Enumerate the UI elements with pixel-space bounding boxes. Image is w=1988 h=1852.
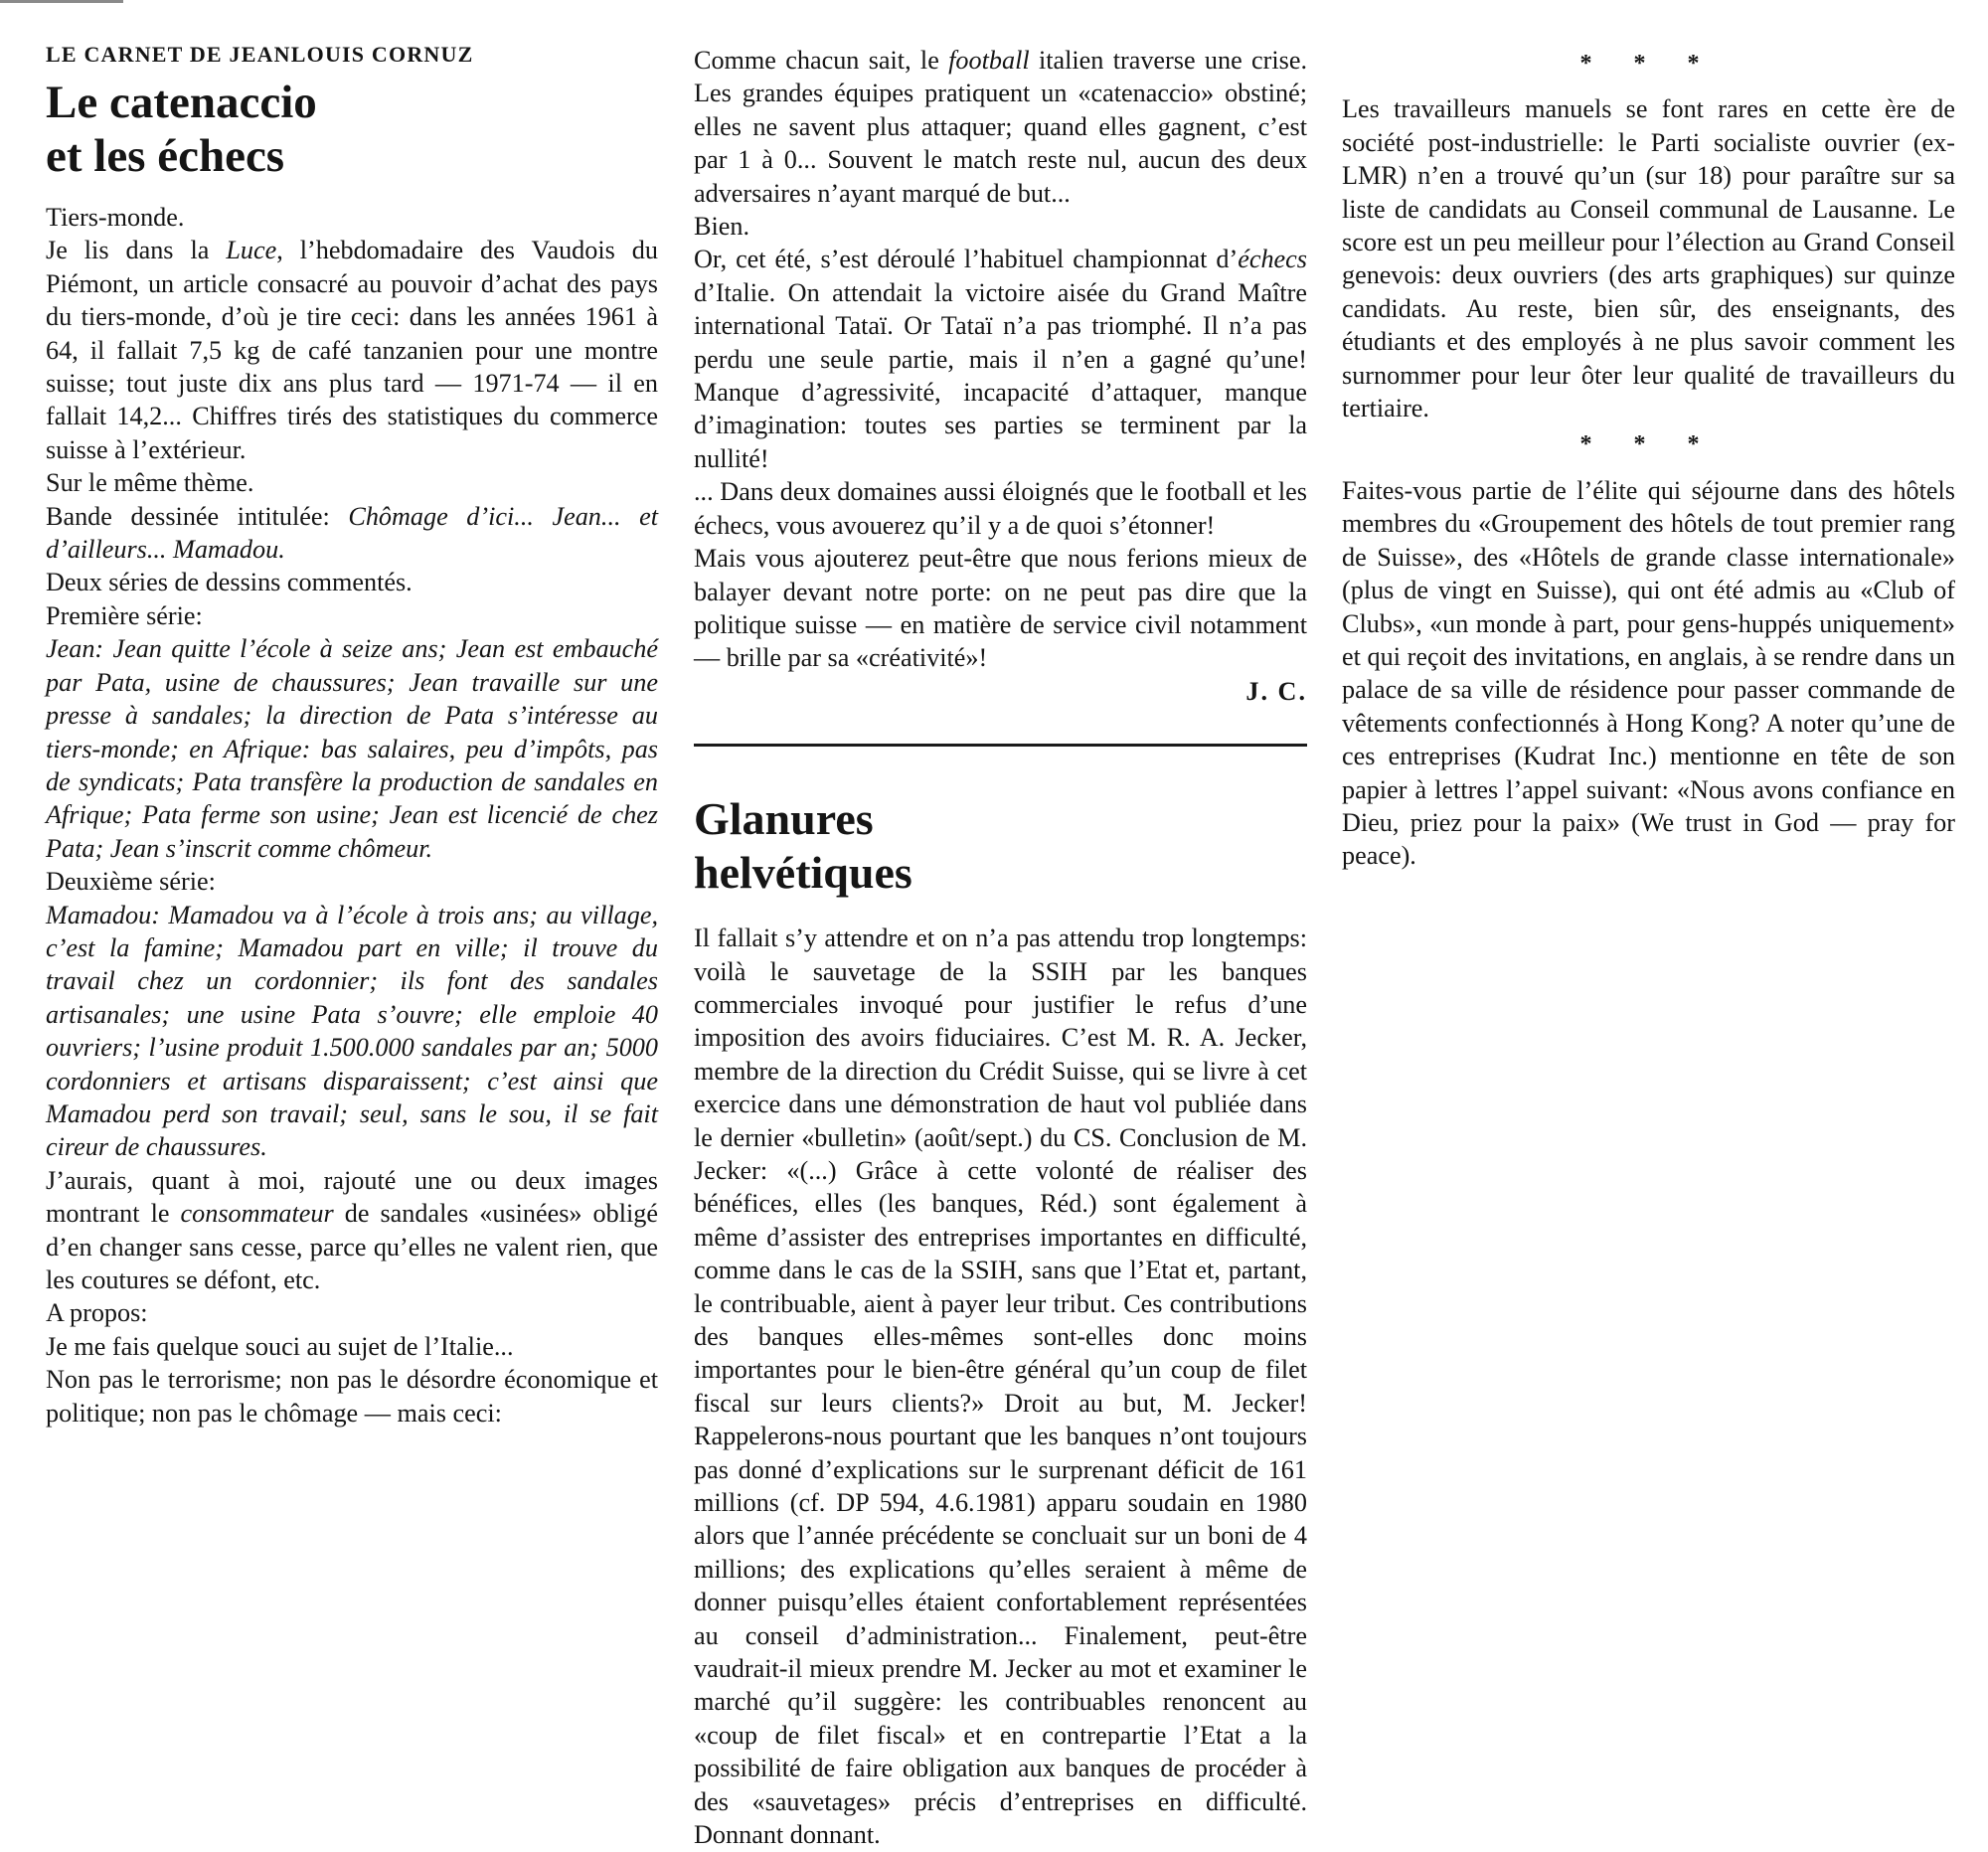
article-title-line-1: Le catenaccio	[46, 77, 317, 128]
paragraph: A propos:	[46, 1298, 148, 1328]
section-title-line-1: Glanures	[694, 793, 874, 845]
author-signature: J. C.	[1245, 676, 1307, 706]
column-kicker: LE CARNET DE JEANLOUIS CORNUZ	[46, 42, 474, 67]
paragraph: Comme chacun sait, le football italien traverse une crise. Les grandes équipes pratiquent un «catenaccio» obstiné; elles ne savent plus attaquer; quand elles gagnent, c’est par 1 à 0... Souvent le match reste nul, aucun des deux adversaires n’ayant marqué de but...	[694, 46, 1308, 208]
section-title-line-2: helvétiques	[694, 847, 912, 899]
paragraph-italic: Mamadou: Mamadou va à l’école à trois ans; au village, c’est la famine; Mamadou part en ville; il trouve du travail chez un cordonnier; ils font des sandales artisanales; une usine Pata s’ouvre; elle emploie 40 ouvriers; l’usine produit 1.500.000 sandales par an; 5000 cordonniers et artisans disparaissent; c’est ainsi que Mamadou perd son travail; seul, sans le sou, il se fait cireur de chaussures.	[46, 900, 658, 1162]
paragraph: Deux séries de dessins commentés.	[46, 568, 413, 597]
paragraph: Deuxième série:	[46, 867, 216, 897]
column-2	[694, 44, 1307, 1852]
paragraph: Il fallait s’y attendre et on n’a pas attendu trop longtemps: voilà le sauvetage de la SSIH par les banques commerciales invoqué pour justifier le refus d’une imposition des avoirs fiduciaires. C’est M. R. A. Jecker, membre de la direction du Crédit Suisse, qui se livre à cet exercice dans une démonstration de haut vol publiée dans le dernier «bulletin» (août/sept.) du CS. Conclusion de M. Jecker: «(...) Grâce à cette volonté de réaliser des bénéfices, elles (les banques, Réd.) sont également à même d’assister des entreprises importantes en difficulté, comme dans le cas de la SSIH, sans que l’Etat et, partant, le contribuable, aient à payer leur tribut. Ces contributions des banques elles-mêmes sont-elles donc moins importantes pour le bien-être général qu’un coup de filet fiscal sur leurs clients?» Droit au but, M. Jecker! Rappelerons-nous pourtant que les banques n’ont toujours pas donné d’explications sur le surprenant déficit de 161 millions (cf. DP 594, 4.6.1981) apparu soudain en 1980 alors que l’année précédente se concluait sur un boni de 4 millions; des explications qu’elles seraient à même de donner puisqu’elles étaient confortablement représentées au conseil d’administration... Finalement, peut-être vaudrait-il mieux prendre M. Jecker au mot et examiner le marché qu’il suggère: les contribuables renoncent au «coup de filet fiscal» et en contrepartie l’Etat a la possibilité de faire obligation aux banques de procéder à des «sauvetages» précis d’entreprises en difficulté. Donnant donnant.	[694, 924, 1307, 1850]
paragraph: Je lis dans la Luce, l’hebdomadaire des Vaudois du Piémont, un article consacré au pouvoir d’achat des pays du tiers-monde, d’où je tire ceci: dans les années 1961 à 64, il fallait 7,5 kg de café tanzanien pour une montre suisse; tout juste dix ans plus tard — 1971-74 — il en fallait 14,2... Chiffres tirés des statistiques du commerce suisse à l’extérieur.	[46, 236, 658, 464]
column-1	[46, 40, 658, 1430]
paragraph: Mais vous ajouterez peut-être que nous ferions mieux de balayer devant notre porte: on ne peut pas dire que la politique suisse — en matière de service civil notamment — brille par sa «créativité»!	[694, 544, 1307, 673]
top-edge-line	[0, 0, 123, 3]
paragraph: Les travailleurs manuels se font rares en cette ère de société post-industrielle: le Parti socialiste ouvrier (ex-LMR) n’en a trouvé qu’un (sur 18) pour paraître sur sa liste de candidats au Conseil communal de Lausanne. Le score est un peu meilleur pour l’élection au Grand Conseil genevois: deux ouvriers (des arts graphiques) sur quinze candidats. Au reste, bien sûr, des enseignants, des étudiants et des employés à ne plus savoir comment les surnommer pour leur ôter leur qualité de travailleurs du tertiaire.	[1342, 94, 1955, 423]
paragraph: Première série:	[46, 600, 203, 630]
paragraph-italic: Jean: Jean quitte l’école à seize ans; Jean est embauché par Pata, usine de chaussures; Jean travaille sur une presse à sandales; la direction de Pata s’intéresse au tiers-monde; en Afrique: bas salaires, peu d’impôts, pas de syndicats; Pata transfère la production de sandales en Afrique; Pata ferme son usine; Jean est licencié de chez Pata; Jean s’inscrit comme chômeur.	[46, 634, 658, 863]
paragraph: Faites-vous partie de l’élite qui séjourne dans des hôtels membres du «Groupement des hôtels de tout premier rang de Suisse», des «Hôtels de grande classe internationale» (plus de vingt en Suisse), qui ont été admis au «Club of Clubs», «un monde à part, pour gens-huppés uniquement» et qui reçoit des invitations, en anglais, à se rendre dans un palace de sa ville de résidence pour passer commande de vêtements confectionnés à Hong Kong? A noter qu’une de ces entreprises (Kudrat Inc.) mentionne en tête de son papier à lettres l’appel suivant: «Nous avons confiance en Dieu, priez pour la paix» (We trust in God — pray for peace).	[1342, 475, 1955, 871]
section-divider	[694, 744, 1307, 747]
separator-stars: * * *	[1579, 51, 1718, 77]
paragraph: Bien.	[694, 212, 750, 242]
paragraph: Non pas le terrorisme; non pas le désordre économique et politique; non pas le chômage — mais ceci:	[46, 1365, 658, 1428]
section-title	[694, 792, 1307, 900]
paragraph: ... Dans deux domaines aussi éloignés que le football et les échecs, vous avouerez qu’il y a de quoi s’étonner!	[694, 477, 1307, 540]
column-3	[1342, 44, 1955, 873]
separator-stars: * * *	[1579, 431, 1718, 458]
paragraph: Sur le même thème.	[46, 468, 254, 498]
article-title-line-2: et les échecs	[46, 130, 285, 182]
article-title	[46, 76, 658, 183]
paragraph: Tiers-monde.	[46, 203, 185, 232]
paragraph: Je me fais quelque souci au sujet de l’Italie...	[46, 1331, 514, 1361]
paragraph: Bande dessinée intitulée: Chômage d’ici... Jean... et d’ailleurs... Mamadou.	[46, 501, 658, 565]
paragraph: J’aurais, quant à moi, rajouté une ou deux images montrant le consommateur de sandales «usinées» obligé d’en changer sans cesse, parce qu’elles ne valent rien, que les coutures se défont, etc.	[46, 1165, 659, 1294]
paragraph: Or, cet été, s’est déroulé l’habituel championnat d’échecs d’Italie. On attendait la victoire aisée du Grand Maître international Tataï. Or Tataï n’a pas triomphé. Il n’a pas perdu une seule partie, mais il n’en a gagné qu’une! Manque d’agressivité, incapacité d’attaquer, manque d’imagination: toutes ses parties se terminent par la nullité!	[694, 245, 1307, 473]
